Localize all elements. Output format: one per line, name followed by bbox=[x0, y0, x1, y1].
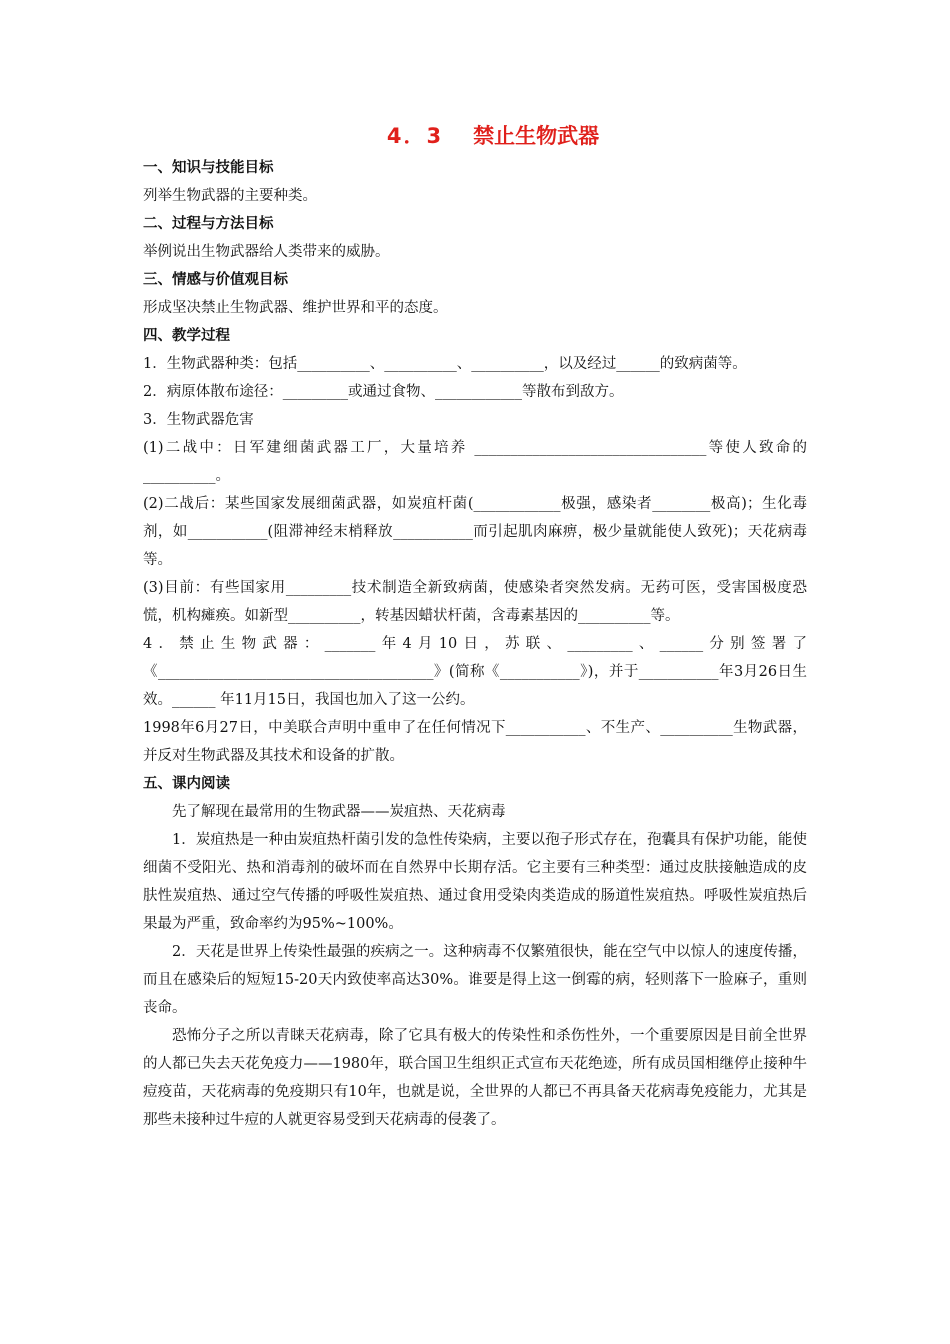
question-3-3: (3)目前：有些国家用_________技术制造全新致病菌，使感染者突然发病。无药可医，受害国极度恐慌，机构瘫痪。如新型__________，转基因蜡状杆菌，含毒素基因的__________等。 bbox=[143, 580, 807, 624]
title-number: 4．3 bbox=[386, 124, 444, 148]
question-1: 1．生物武器种类：包括__________、__________、__________，以及经过______的致病菌等。 bbox=[143, 356, 747, 372]
question-5: 1998年6月27日，中美联合声明中重申了在任何情况下___________、不生产、__________生物武器，并反对生物武器及其技术和设备的扩散。 bbox=[143, 720, 807, 764]
question-3-1: (1)二战中：日军建细菌武器工厂，大量培养 ________________________________等使人致命的__________。 bbox=[143, 440, 807, 484]
page-title bbox=[179, 120, 807, 152]
reading-intro: 先了解现在最常用的生物武器——炭疽热、天花病毒 bbox=[172, 804, 506, 820]
section-text-process: 举例说出生物武器给人类带来的威胁。 bbox=[143, 244, 390, 260]
section-heading-teaching: 四、教学过程 bbox=[143, 328, 230, 344]
reading-paragraph-smallpox: 2．天花是世界上传染性最强的疾病之一。这种病毒不仅繁殖很快，能在空气中以惊人的速度传播，而且在感染后的短短15-20天内致使率高达30%。谁要是得上这一倒霉的病，轻则落下一脸麻子，重则丧命。 bbox=[143, 944, 807, 1016]
question-2: 2．病原体散布途径：_________或通过食物、____________等散布到敌方。 bbox=[143, 384, 624, 400]
question-3: 3．生物武器危害 bbox=[143, 412, 254, 428]
reading-paragraph-terrorism: 恐怖分子之所以青睐天花病毒，除了它具有极大的传染性和杀伤性外，一个重要原因是目前全世界的人都已失去天花免疫力——1980年，联合国卫生组织正式宣布天花绝迹，所有成员国相继停止接种牛痘疫苗，天花病毒的免疫期只有10年，也就是说，全世界的人都已不再具备天花病毒免疫能力，尤其是那些未接种过牛痘的人就更容易受到天花病毒的侵袭了。 bbox=[143, 1028, 807, 1128]
section-heading-process: 二、过程与方法目标 bbox=[143, 216, 274, 232]
question-4: 4．禁止生物武器：_______年4月10日，苏联、_________、______分别签署了《______________________________________》(简称《___________》)，并于___________年3月26日生效。______ 年11月15日，我国也加入了这一公约。 bbox=[143, 636, 807, 708]
section-heading-values: 三、情感与价值观目标 bbox=[143, 272, 288, 288]
title-text: 禁止生物武器 bbox=[473, 124, 600, 148]
section-text-values: 形成坚决禁止生物武器、维护世界和平的态度。 bbox=[143, 300, 448, 316]
section-text-knowledge: 列举生物武器的主要种类。 bbox=[143, 188, 317, 204]
reading-paragraph-anthrax: 1．炭疽热是一种由炭疽热杆菌引发的急性传染病，主要以孢子形式存在，孢囊具有保护功能，能使细菌不受阳光、热和消毒剂的破坏而在自然界中长期存活。它主要有三种类型：通过皮肤接触造成的皮肤性炭疽热、通过空气传播的呼吸性炭疽热、通过食用受染肉类造成的肠道性炭疽热。呼吸性炭疽热后果最为严重，致命率约为95%~100%。 bbox=[143, 832, 807, 932]
question-3-2: (2)二战后：某些国家发展细菌武器，如炭疽杆菌(____________极强，感染者________极高)；生化毒剂，如___________(阻滞神经末梢释放___________而引起肌肉麻痹，极少量就能使人致死)；天花病毒等。 bbox=[143, 496, 807, 568]
section-heading-knowledge: 一、知识与技能目标 bbox=[143, 160, 274, 176]
section-heading-reading: 五、课内阅读 bbox=[143, 776, 230, 792]
document-content bbox=[143, 120, 807, 1134]
